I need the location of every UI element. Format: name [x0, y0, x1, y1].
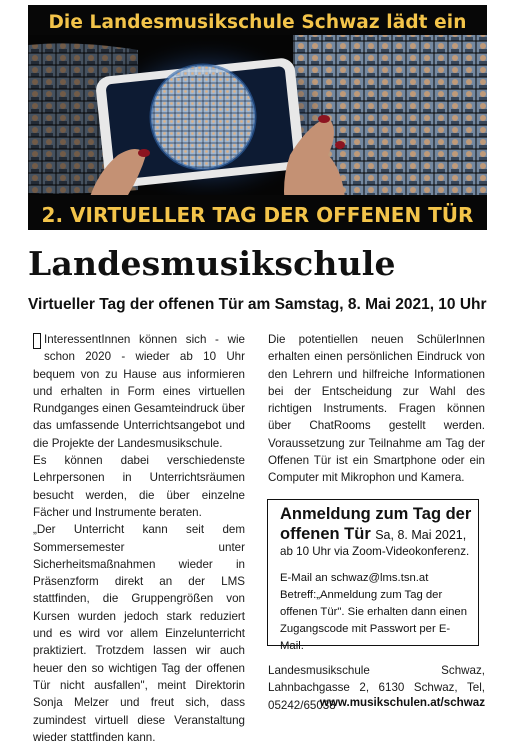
registration-email[interactable]: E-Mail an schwaz@lms.tsn.at: [280, 572, 429, 584]
page-title: Landesmusikschule: [28, 244, 396, 283]
paragraph-intro: InteressentInnen können sich - wie schon 2020 - wieder ab 10 Uhr bequem von zu Hause aus informieren und erhalten in Form eines virtuellen Rundganges einen Gesamteindruck über das umfassende Unterrichtsangebot und die Projekte der Landesmusikschule.: [33, 333, 245, 450]
registration-details: Betreff:„Anmeldung zum Tag der offenen Tür". Sie erhalten dann einen Zugangscode mit Passwort per E-Mail.: [280, 589, 467, 652]
registration-heading: Anmeldung zum Tag der: [280, 505, 472, 523]
website-link[interactable]: www.musikschulen.at/schwaz: [319, 696, 485, 709]
registration-date: Sa, 8. Mai 2021,: [375, 528, 467, 542]
registration-time: ab 10 Uhr via Zoom-Videokonferenz.: [280, 545, 470, 558]
article-column-right: [268, 331, 485, 487]
dropcap-letter: I: [44, 333, 48, 346]
registration-box: [267, 499, 479, 652]
paragraph-students: Die potentiellen neuen SchülerInnen erhalten einen persönlichen Eindruck von den Lehrern und hilfreiche Informationen bei der Entscheidung zur Wahl des richtigen Instruments. Fragen können über ChatRooms gestellt werden. Voraussetzung zur Teilnahme am Tag der Offenen Tür ist ein Smartphone oder ein Computer mit Mikrophon und Kamera.: [268, 333, 485, 485]
smartphone-video-conference-image: [28, 5, 487, 230]
paragraph-teachers: Es können dabei verschiedenste Lehrpersonen in Unterrichtsräumen besucht werden, die über einzelne Fächer und Instrumente beraten.: [33, 454, 245, 519]
registration-instructions: [280, 570, 472, 655]
registration-heading-line2: offenen Tür Sa, 8. Mai 2021,: [280, 525, 467, 543]
dropcap-frame: [33, 333, 41, 349]
paragraph-quote: „Der Unterricht kann seit dem Sommersemester unter Sicherheitsmaßnahmen wieder in Präsenzform direkt an der LMS stattfinden, die Gruppengrößen von Kursen wurden jedoch stark reduziert und es wird vor allem Einzelunterricht praktiziert. Trotzdem lassen wir auch heuer den so wichtigen Tag der offenen Tür nicht ausfallen", meint Direktorin Sonja Melzer und freut sich, dass zumindest virtuell diese Veranstaltung wieder stattfinden kann.: [33, 523, 245, 744]
contact-address: Landesmusikschule Schwaz, Lahnbachgasse 2, 6130 Schwaz, Tel, 05242/65038: [268, 664, 485, 712]
event-banner: [28, 5, 487, 230]
banner-invitation-text: Die Landesmusikschule Schwaz lädt ein: [48, 12, 467, 33]
article-column-left: [33, 331, 245, 746]
page-subtitle: Virtueller Tag der offenen Tür am Samstag, 8. Mai 2021, 10 Uhr: [28, 296, 487, 313]
banner-event-title: 2. VIRTUELLER TAG DER OFFENEN TÜR: [41, 203, 474, 227]
